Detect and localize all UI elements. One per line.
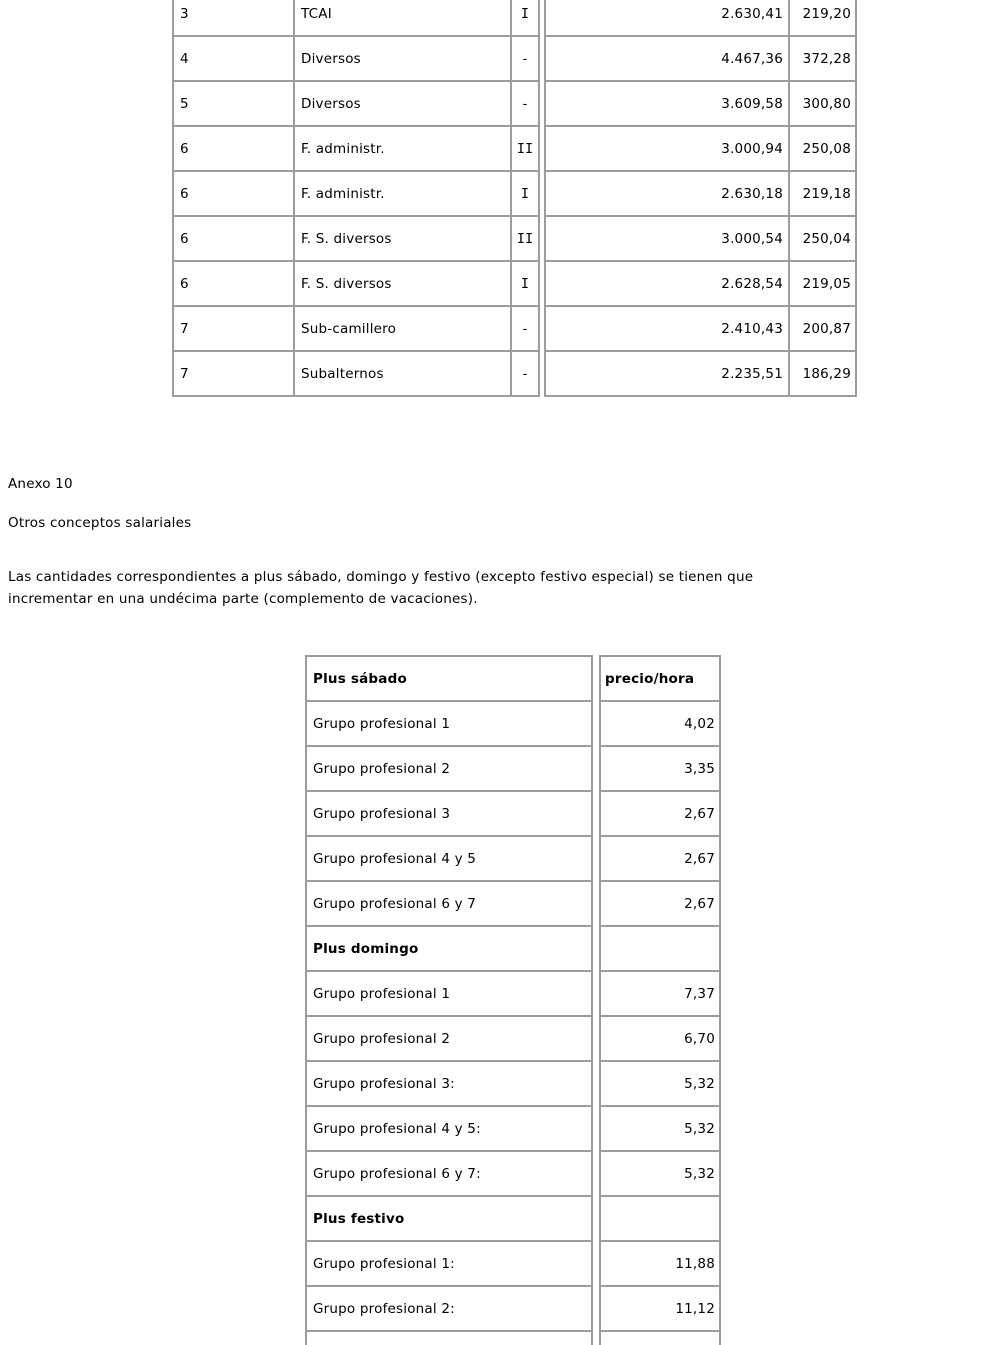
table-row xyxy=(306,1106,592,1151)
intro-paragraph-line1: Las cantidades correspondientes a plus sábado, domingo y festivo (excepto festivo especial) se tienen que xyxy=(8,569,754,585)
cell-nivel: - xyxy=(511,36,539,81)
table-row xyxy=(545,306,856,351)
cell-price xyxy=(600,926,720,971)
table-row xyxy=(306,836,592,881)
cell-label: Grupo profesional 6 y 7 xyxy=(306,881,592,926)
cell-price: 11,88 xyxy=(600,1241,720,1286)
table-row xyxy=(600,1106,720,1151)
cell-label: Grupo profesional 3 xyxy=(306,791,592,836)
cell-price: 2,67 xyxy=(600,791,720,836)
table-row xyxy=(306,701,592,746)
table-row xyxy=(600,746,720,791)
table-row xyxy=(306,1151,592,1196)
intro-paragraph-line2: incrementar en una undécima parte (complemento de vacaciones). xyxy=(8,591,478,607)
section-subtitle: Otros conceptos salariales xyxy=(8,515,192,531)
cell-price: 2,67 xyxy=(600,881,720,926)
intro-paragraph xyxy=(8,566,984,610)
cell-nivel: I xyxy=(511,261,539,306)
cell-label: Grupo profesional 4 y 5: xyxy=(306,1106,592,1151)
table-row xyxy=(173,0,539,36)
table-row xyxy=(600,1061,720,1106)
cell-price: 11,12 xyxy=(600,1286,720,1331)
cell-importe-2: 186,29 xyxy=(789,351,856,396)
table-row xyxy=(545,261,856,306)
table-row xyxy=(600,701,720,746)
cell-label: Grupo profesional 1: xyxy=(306,1241,592,1286)
cell-categoria: Sub-camillero xyxy=(294,306,511,351)
cell-categoria: F. administr. xyxy=(294,126,511,171)
cell-importe-1: 3.000,54 xyxy=(545,216,789,261)
cell-nivel: I xyxy=(511,0,539,36)
cell-nivel: - xyxy=(511,306,539,351)
table-row xyxy=(545,0,856,36)
table-row xyxy=(306,1286,592,1331)
cell-label: Grupo profesional 1 xyxy=(306,701,592,746)
anexo-heading: Anexo 10 xyxy=(8,476,73,492)
salary-table-categories xyxy=(172,0,540,397)
table-row xyxy=(173,126,539,171)
table-row xyxy=(306,926,592,971)
cell-importe-2: 250,08 xyxy=(789,126,856,171)
cell-price xyxy=(600,1196,720,1241)
salary-table-amounts xyxy=(544,0,857,397)
cell-grupo: 6 xyxy=(173,261,294,306)
table-row xyxy=(306,971,592,1016)
table-row xyxy=(173,171,539,216)
table-header-row xyxy=(306,656,592,701)
cell-price: 3,35 xyxy=(600,746,720,791)
cell-grupo: 4 xyxy=(173,36,294,81)
cell-price xyxy=(600,1331,720,1345)
cell-categoria: Diversos xyxy=(294,81,511,126)
table-row xyxy=(545,171,856,216)
cell-categoria: F. S. diversos xyxy=(294,261,511,306)
cell-precio-hora-header: precio/hora xyxy=(600,656,720,701)
cell-price: 5,32 xyxy=(600,1106,720,1151)
cell-grupo: 3 xyxy=(173,0,294,36)
cell-importe-1: 2.628,54 xyxy=(545,261,789,306)
cell-plus-sabado-header: Plus sábado xyxy=(306,656,592,701)
table-row xyxy=(600,971,720,1016)
table-row xyxy=(306,1196,592,1241)
table-header-row xyxy=(600,656,720,701)
cell-grupo: 6 xyxy=(173,216,294,261)
table-row xyxy=(600,926,720,971)
table-row xyxy=(306,881,592,926)
table-row xyxy=(173,36,539,81)
cell-importe-2: 219,20 xyxy=(789,0,856,36)
cell-importe-2: 219,18 xyxy=(789,171,856,216)
table-row xyxy=(600,1286,720,1331)
table-row xyxy=(173,351,539,396)
table-row xyxy=(545,216,856,261)
cell-categoria: F. administr. xyxy=(294,171,511,216)
cell-grupo: 6 xyxy=(173,171,294,216)
cell-nivel: II xyxy=(511,126,539,171)
cell-price: 2,67 xyxy=(600,836,720,881)
plus-table-labels xyxy=(305,655,593,1345)
cell-categoria: F. S. diversos xyxy=(294,216,511,261)
table-row xyxy=(600,1241,720,1286)
cell-price: 4,02 xyxy=(600,701,720,746)
plus-table-prices xyxy=(599,655,721,1345)
cell-importe-1: 2.410,43 xyxy=(545,306,789,351)
table-row xyxy=(600,791,720,836)
cell-label: Grupo profesional 3: xyxy=(306,1061,592,1106)
cell-label: Grupo profesional 2: xyxy=(306,1286,592,1331)
cell-label: Grupo profesional 2 xyxy=(306,1016,592,1061)
cell-nivel: II xyxy=(511,216,539,261)
table-row xyxy=(173,306,539,351)
cell-importe-1: 2.235,51 xyxy=(545,351,789,396)
cell-label: Grupo profesional 6 y 7: xyxy=(306,1151,592,1196)
cell-grupo: 5 xyxy=(173,81,294,126)
cell-label: Grupo profesional 1 xyxy=(306,971,592,1016)
cell-label: Grupo profesional 2 xyxy=(306,746,592,791)
cell-grupo: 7 xyxy=(173,306,294,351)
table-row xyxy=(173,261,539,306)
table-row xyxy=(545,126,856,171)
table-row xyxy=(600,881,720,926)
cell-importe-2: 372,28 xyxy=(789,36,856,81)
table-row xyxy=(600,1196,720,1241)
cell-nivel: - xyxy=(511,351,539,396)
table-row xyxy=(600,1331,720,1345)
cell-price: 5,32 xyxy=(600,1151,720,1196)
cell-categoria: Diversos xyxy=(294,36,511,81)
cell-label: Grupo profesional 4 y 5 xyxy=(306,836,592,881)
table-row xyxy=(306,1331,592,1345)
table-row xyxy=(306,1016,592,1061)
table-row xyxy=(173,81,539,126)
cell-label xyxy=(306,1331,592,1345)
cell-importe-1: 2.630,41 xyxy=(545,0,789,36)
table-row xyxy=(545,36,856,81)
cell-importe-1: 3.609,58 xyxy=(545,81,789,126)
table-row xyxy=(545,351,856,396)
cell-price: 6,70 xyxy=(600,1016,720,1061)
cell-grupo: 7 xyxy=(173,351,294,396)
table-row xyxy=(600,1151,720,1196)
table-row xyxy=(545,81,856,126)
cell-nivel: I xyxy=(511,171,539,216)
cell-plus-festivo-header: Plus festivo xyxy=(306,1196,592,1241)
table-row xyxy=(600,836,720,881)
cell-importe-2: 200,87 xyxy=(789,306,856,351)
cell-plus-domingo-header: Plus domingo xyxy=(306,926,592,971)
cell-grupo: 6 xyxy=(173,126,294,171)
table-row xyxy=(306,791,592,836)
table-row xyxy=(306,1061,592,1106)
table-row xyxy=(306,746,592,791)
table-row xyxy=(173,216,539,261)
table-row xyxy=(600,1016,720,1061)
salary-table xyxy=(172,0,857,397)
cell-importe-1: 4.467,36 xyxy=(545,36,789,81)
cell-nivel: - xyxy=(511,81,539,126)
cell-importe-1: 3.000,94 xyxy=(545,126,789,171)
cell-categoria: Subalternos xyxy=(294,351,511,396)
cell-categoria: TCAI xyxy=(294,0,511,36)
cell-price: 5,32 xyxy=(600,1061,720,1106)
cell-importe-1: 2.630,18 xyxy=(545,171,789,216)
cell-importe-2: 250,04 xyxy=(789,216,856,261)
plus-table xyxy=(305,655,721,1345)
cell-importe-2: 219,05 xyxy=(789,261,856,306)
table-row xyxy=(306,1241,592,1286)
cell-importe-2: 300,80 xyxy=(789,81,856,126)
cell-price: 7,37 xyxy=(600,971,720,1016)
